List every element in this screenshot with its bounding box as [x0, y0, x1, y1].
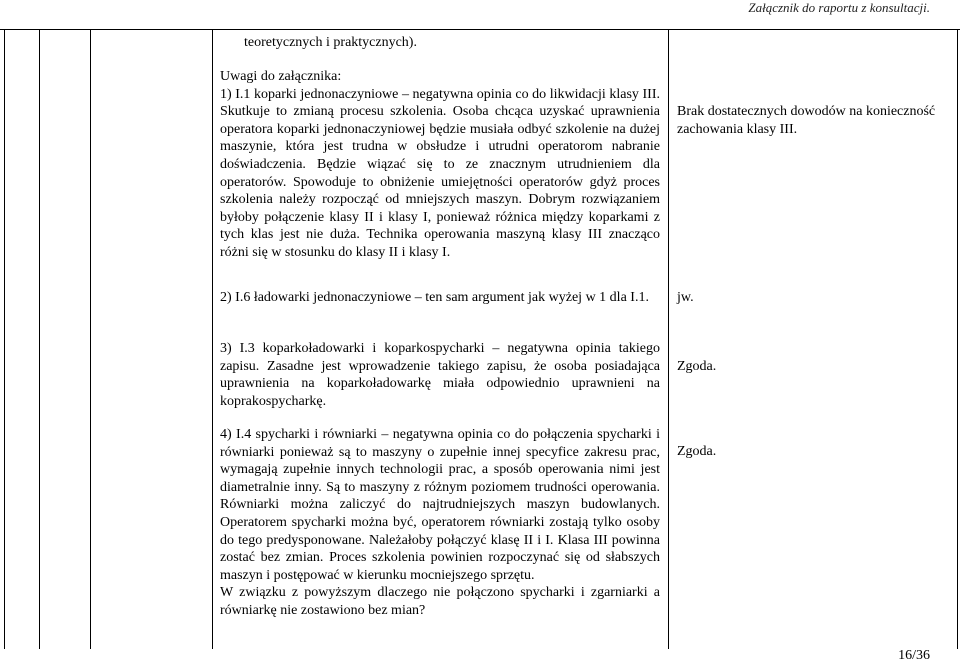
- table-border-left: [4, 29, 5, 649]
- comment-item-2-wrap: [220, 289, 660, 307]
- response-3: Zgoda.: [677, 359, 717, 374]
- comment-item-3: 3) I.3 koparkoładowarki i koparkospycharki – negatywna opinia takiego zapisu. Zasadne jest wprowadzenie takiego zapisu, że osoba posiadająca uprawnienia na koparkoładowarkę miała odpowiednio uprawnieni na koprakospycharkę.: [220, 341, 660, 409]
- comment-item-1: 1) I.1 koparki jednonaczyniowe – negatywna opinia co do likwidacji klasy III. Skutkuje to zmianą procesu szkolenia. Osoba chcąca uzyskać uprawnienia operatora koparki jednonaczyniowej będzie musiała odbyć szkolenie na dużej maszynie, która jest trudna w obsłudze i utrudni operatorom nabranie doświadczenia. Będzie wiązać się to ze znacznym utrudnieniem dla operatorów. Spowoduje to obniżenie umiejętności operatorów gdyż proces szkolenia należy rozpocząć od mniejszych maszyn. Dobrym rozwiązaniem byłoby połączenie klasy II i klasy I, ponieważ różnica między koparkami z tych klas jest nie duża. Technika operowania maszyną klasy III znacząco różni się w stosunku do klasy II i klasy I.: [220, 86, 660, 260]
- column-divider-4: [668, 29, 669, 649]
- response-2: jw.: [677, 290, 694, 305]
- column-divider-1: [39, 29, 40, 649]
- comment-item-4-question: W związku z powyższym dlaczego nie połączono spycharki i zgarniarki a równiarkę nie zostawiono bez mian?: [220, 585, 660, 618]
- comment-item-2: 2) I.6 ładowarki jednonaczyniowe – ten sam argument jak wyżej w 1 dla I.1.: [220, 290, 649, 305]
- comments-column: [220, 34, 660, 52]
- response-4: Zgoda.: [677, 444, 717, 459]
- comment-item-3-wrap: [220, 340, 660, 410]
- uwagi-heading: Uwagi do załącznika:: [220, 69, 342, 84]
- comments-block: [220, 68, 660, 262]
- response-1: Brak dostatecznych dowodów na konieczność zachowania klasy III.: [677, 104, 936, 137]
- comment-item-4-wrap: [220, 426, 660, 620]
- comment-item-4: 4) I.4 spycharki i równiarki – negatywna opinia co do połączenia spycharki i równiarki ponieważ są to maszyny o zupełnie innej specyfice zakresu prac, wymagają zupełnie innych technologii prac, a sposób operowania nimi jest diametralnie inny. Są to maszyny z różnym poziomem trudności operowania. Równiarki można zaliczyć do najtrudniejszych maszyn budowlanych. Operatorem spycharki można być, operatorem równiarki zostają tylko osoby do tego predysponowane. Należałoby połączyć klasę II i I. Klasa III powinna zostać bez zmian. Proces szkolenia powinien rozpoczynać się od słabszych maszyn i postępować w kierunku mocniejszego sprzętu.: [220, 427, 660, 583]
- attachment-note: Załącznik do raportu z konsultacji.: [748, 0, 930, 15]
- table-top-border: [0, 29, 960, 30]
- page-number: 16/36: [898, 648, 930, 664]
- column-divider-2: [90, 29, 91, 649]
- table-border-right: [957, 29, 958, 649]
- continuation-text: teoretycznych i praktycznych).: [244, 35, 417, 50]
- column-divider-3: [212, 29, 213, 649]
